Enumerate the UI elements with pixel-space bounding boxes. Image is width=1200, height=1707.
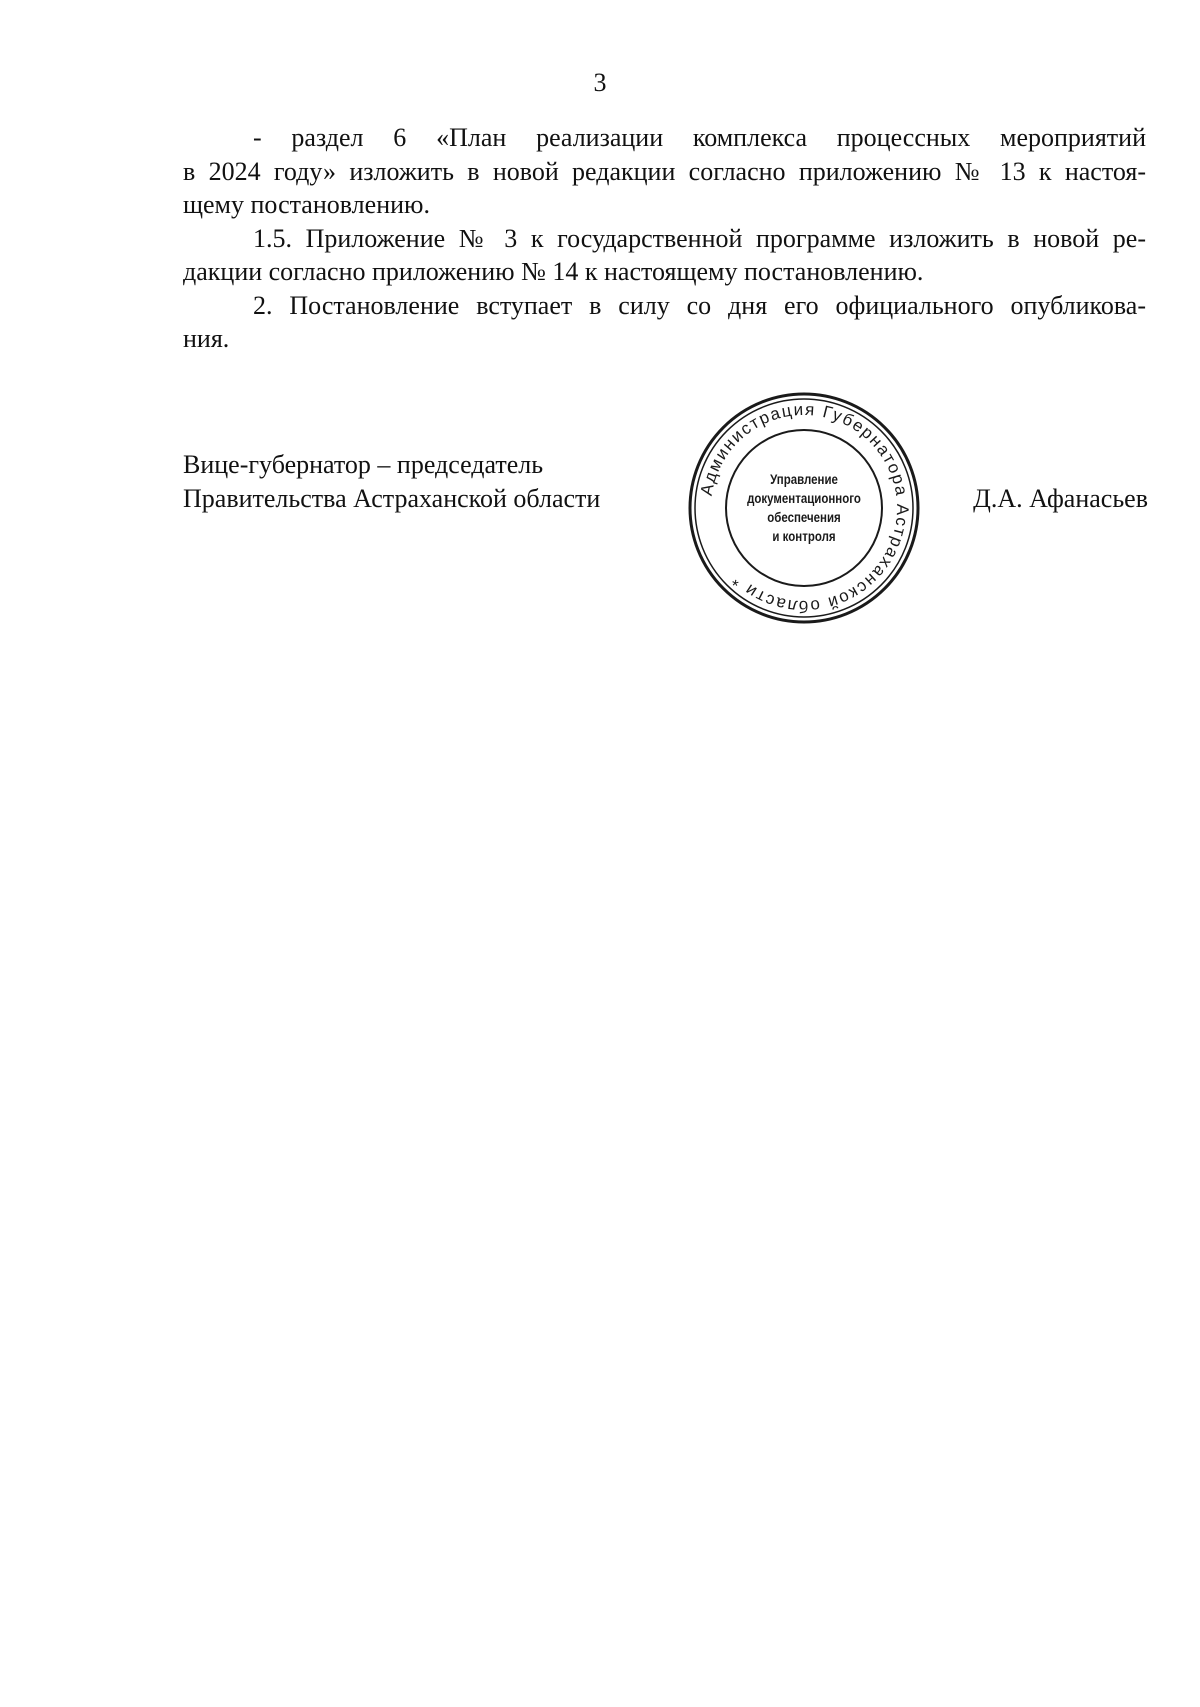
text-line: щему постановлению.: [183, 190, 430, 219]
seal-outer-text-path: Администрация Губернатора Астраханской области *: [696, 399, 913, 617]
paragraph-2: [183, 289, 1146, 356]
paragraph-section-6: [183, 121, 1146, 222]
text-line: в 2024 году» изложить в новой редакции согласно приложению № 13 к настоя-: [183, 156, 1146, 186]
signatory-name: Д.А. Афанасьев: [973, 484, 1148, 513]
text-line: - раздел 6 «План реализации комплекса процессных мероприятий: [253, 123, 1146, 152]
seal-center-line: обеспечения: [767, 509, 841, 525]
document-body: [183, 121, 1146, 356]
seal-center-line: и контроля: [772, 528, 836, 544]
text-line: 2. Постановление вступает в силу со дня его официального опубликова-: [253, 290, 1146, 320]
official-seal: [686, 390, 922, 626]
seal-center-text: [707, 390, 901, 626]
paragraph-1-5: [183, 222, 1146, 289]
text-line: ния.: [183, 324, 230, 353]
page-number: 3: [593, 68, 607, 97]
text-line: 1.5. Приложение № 3 к государственной программе изложить в новой ре-: [253, 223, 1146, 253]
seal-center-line: документационного: [747, 490, 861, 506]
signatory-position-line-1: Вице-губернатор – председатель: [183, 450, 544, 479]
text-line: дакции согласно приложению № 14 к настоящему постановлению.: [183, 257, 924, 286]
signatory-position: [183, 448, 600, 515]
signatory-position-line-2: Правительства Астраханской области: [183, 483, 601, 513]
seal-center-line: Управление: [770, 471, 838, 487]
